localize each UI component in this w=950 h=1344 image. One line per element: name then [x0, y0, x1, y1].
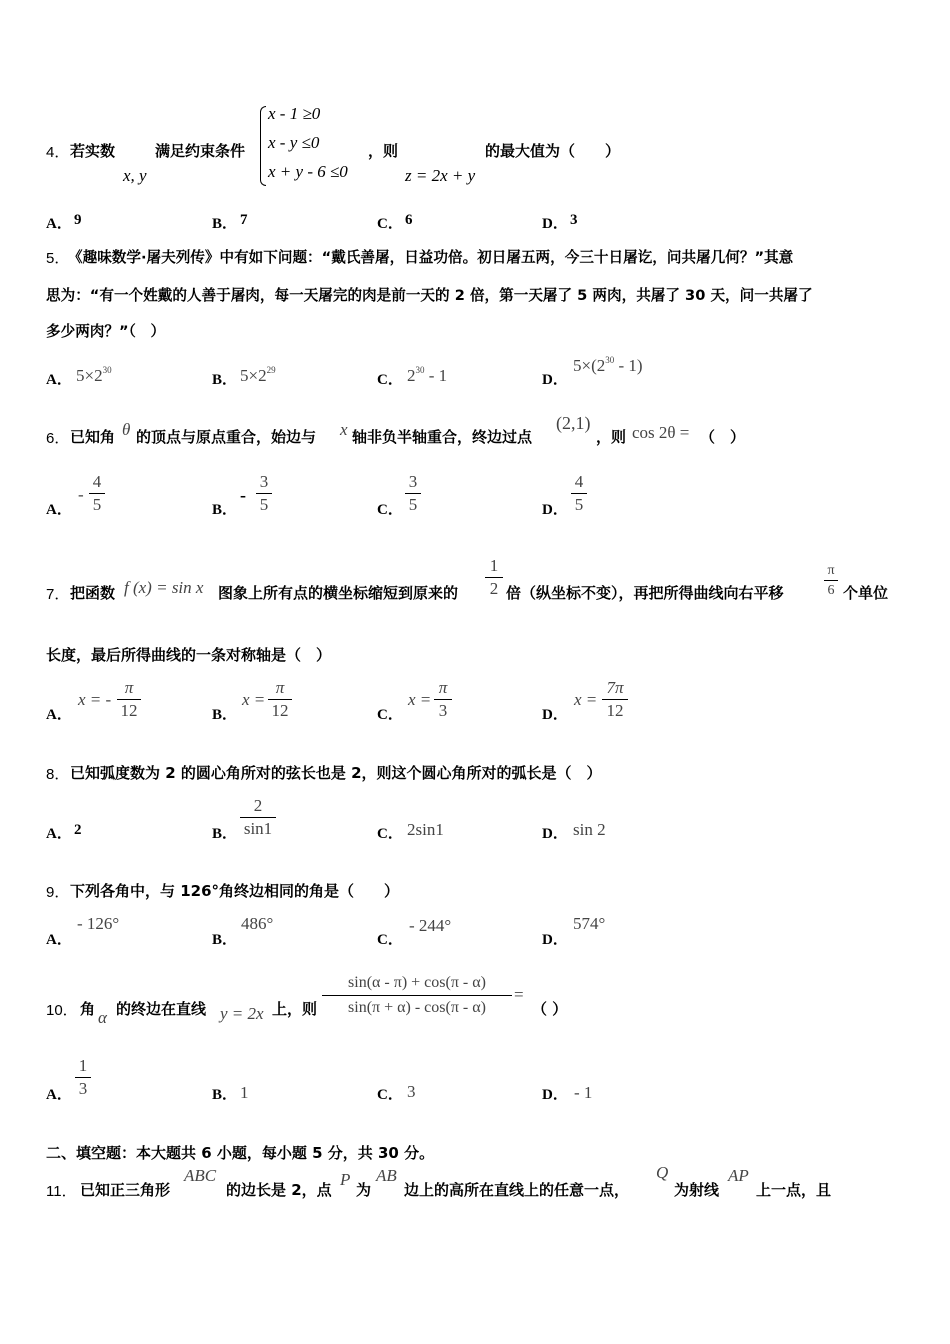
- q11-number: 11．: [46, 1183, 77, 1200]
- q11-text-6: 上一点，且: [756, 1181, 832, 1199]
- q6-theta: θ: [122, 420, 131, 439]
- q7-option-a-label: A．: [46, 707, 72, 723]
- q7-shift-fraction: π 6: [824, 562, 838, 599]
- q11-text-5: 为射线: [674, 1181, 720, 1199]
- q10-option-b-label: B．: [212, 1087, 238, 1103]
- q11-triangle: ABC: [184, 1166, 217, 1185]
- q5-line-1: 《趣味数学·屠夫列传》中有如下问题：“戴氏善屠，日益功倍。初日屠五两，今三十日屠讫，问共屠几何？”其意: [68, 249, 794, 266]
- q10-option-b: 1: [240, 1083, 249, 1102]
- q5-line-2: 思为：“有一个姓戴的人善于屠肉，每一天屠完的肉是前一天的 2 倍，第一天屠了 5 两肉，共屠了 30 天，问一共屠了: [46, 287, 813, 304]
- q4-text-4: 的最大值为（ ）: [485, 142, 621, 160]
- q6-option-b-fraction: 3 5: [256, 472, 272, 515]
- q10-text-4: （ ）: [532, 1000, 568, 1018]
- q6-option-d-label: D．: [542, 502, 568, 518]
- q4-option-a-label: A．: [46, 216, 72, 232]
- q6-option-c-fraction: 3 5: [405, 472, 421, 515]
- q4-option-d-label: D．: [542, 216, 568, 232]
- q4-option-c: 6: [405, 212, 413, 228]
- q6-x-axis: x: [340, 420, 348, 439]
- q10-expression-fraction: sin(α - π) + cos(π - α) sin(π + α) - cos(π - α): [322, 972, 512, 1019]
- q8-option-d: sin 2: [573, 820, 606, 839]
- q4-text-1: 若实数: [70, 142, 116, 160]
- q6-text-4: ，则: [596, 428, 627, 446]
- q5-option-a-label: A．: [46, 372, 72, 388]
- q4-option-b-label: B．: [212, 216, 238, 232]
- q10-option-c-label: C．: [377, 1087, 403, 1103]
- q5-option-c-label: C．: [377, 372, 403, 388]
- q9-number: 9．: [46, 884, 70, 901]
- q7-line-2: 长度，最后所得曲线的一条对称轴是（ ）: [46, 646, 332, 664]
- q8-option-b-fraction: 2 sin1: [240, 796, 276, 839]
- q6-text-3: 轴非负半轴重合，终边过点: [352, 428, 533, 446]
- q6-point: (2,1): [556, 413, 591, 433]
- q8-option-d-label: D．: [542, 826, 568, 842]
- q7-option-c-prefix: x =: [408, 690, 432, 709]
- q6-option-a-sign: -: [78, 485, 84, 504]
- q10-text-1: 角: [80, 1000, 96, 1018]
- q7-text-1: 把函数: [70, 584, 116, 602]
- q9-option-c: - 244°: [409, 916, 452, 935]
- q5-option-a: $5\times 2^{30}$: [76, 365, 112, 385]
- q5-option-d-label: D．: [542, 372, 568, 388]
- q9-option-d-label: D．: [542, 932, 568, 948]
- q9-option-a: - 126°: [77, 914, 120, 933]
- q4-constraint-3: x + y - 6 ≤0: [268, 162, 348, 181]
- q10-alpha: α: [98, 1008, 107, 1027]
- q11-point-p: P: [340, 1170, 351, 1189]
- q7-option-c-fraction: π 3: [434, 678, 452, 721]
- q9-option-b: 486°: [241, 914, 274, 933]
- q5-option-c: $2^{30} - 1$: [407, 365, 448, 385]
- q11-text-2: 的边长是 2，点: [226, 1181, 332, 1199]
- q6-text-1: 已知角: [70, 428, 116, 446]
- q4-option-b: 7: [240, 212, 248, 228]
- q6-option-a-label: A．: [46, 502, 72, 518]
- q5-option-d: $5\times(2^{30} - 1)$: [573, 355, 643, 375]
- q8-option-c: 2sin1: [407, 820, 444, 839]
- section-2-heading: 二、填空题：本大题共 6 小题，每小题 5 分，共 30 分。: [46, 1144, 435, 1162]
- q4-option-a: 9: [74, 212, 82, 228]
- q10-option-d: - 1: [574, 1083, 593, 1102]
- q11-text-3: 为: [356, 1181, 372, 1199]
- q7-option-d-prefix: x =: [574, 690, 598, 709]
- q10-option-d-label: D．: [542, 1087, 568, 1103]
- q7-option-c-label: C．: [377, 707, 403, 723]
- q6-option-b-label: B．: [212, 502, 238, 518]
- q7-text-4: 个单位: [843, 584, 889, 602]
- q11-ray-ap: AP: [728, 1166, 749, 1185]
- q5-option-b: $5\times 2^{29}$: [240, 365, 276, 385]
- q7-option-d-label: D．: [542, 707, 568, 723]
- q11-side-ab: AB: [376, 1166, 397, 1185]
- q7-half-fraction: 1 2: [485, 556, 503, 599]
- q4-option-d: 3: [570, 212, 578, 228]
- q5-number: 5．: [46, 250, 70, 267]
- q4-option-c-label: C．: [377, 216, 403, 232]
- q6-expression: cos 2θ =: [632, 423, 690, 442]
- q4-text-3: ，则: [368, 142, 399, 160]
- q11-point-q: Q: [656, 1163, 669, 1182]
- q6-text-5: （ ）: [700, 428, 746, 446]
- q6-option-c-label: C．: [377, 502, 403, 518]
- q11-text-4: 边上的高所在直线上的任意一点，: [404, 1181, 630, 1199]
- q10-line: y = 2x: [220, 1004, 264, 1023]
- q4-constraint-2: x - y ≤0: [268, 133, 320, 152]
- q5-option-b-label: B．: [212, 372, 238, 388]
- q7-option-b-prefix: x =: [242, 690, 266, 709]
- q10-text-2: 的终边在直线: [116, 1000, 207, 1018]
- q4-objective: z = 2x + y: [405, 166, 476, 185]
- q8-option-c-label: C．: [377, 826, 403, 842]
- q10-option-c: 3: [407, 1082, 416, 1101]
- q7-option-a-prefix: x = -: [78, 690, 112, 709]
- q4-text-2: 满足约束条件: [155, 142, 246, 160]
- q8-option-a: 2: [74, 822, 82, 838]
- q4-vars: x, y: [123, 166, 147, 185]
- q10-number: 10．: [46, 1002, 78, 1019]
- q8-option-b-label: B．: [212, 826, 238, 842]
- q6-number: 6．: [46, 430, 70, 447]
- q10-option-a-fraction: 1 3: [75, 1056, 91, 1099]
- q7-text-3: 倍（纵坐标不变），再把所得曲线向右平移: [506, 584, 784, 602]
- q6-option-b-sign: -: [240, 485, 246, 505]
- q7-option-a-fraction: π 12: [117, 678, 141, 721]
- q7-text-2: 图象上所有点的横坐标缩短到原来的: [218, 584, 459, 602]
- q9-option-d: 574°: [573, 914, 606, 933]
- q6-option-a-fraction: 4 5: [89, 472, 105, 515]
- q8-option-a-label: A．: [46, 826, 72, 842]
- q10-equals: =: [514, 985, 524, 1004]
- q9-text: 下列各角中，与 126°角终边相同的角是（ ）: [70, 882, 400, 900]
- q7-option-d-fraction: 7π 12: [602, 678, 628, 721]
- q6-option-d-fraction: 4 5: [571, 472, 587, 515]
- q9-option-b-label: B．: [212, 932, 238, 948]
- q5-line-3: 多少两肉？”（ ）: [46, 323, 166, 340]
- q7-option-b-label: B．: [212, 707, 238, 723]
- q9-option-a-label: A．: [46, 932, 72, 948]
- q7-option-b-fraction: π 12: [268, 678, 292, 721]
- q7-number: 7．: [46, 586, 70, 603]
- q4-constraint-1: x - 1 ≥0: [268, 104, 321, 123]
- q8-text: 已知弧度数为 2 的圆心角所对的弦长也是 2，则这个圆心角所对的弧长是（ ）: [70, 764, 602, 782]
- q8-number: 8．: [46, 766, 70, 783]
- q7-function: f (x) = sin x: [124, 578, 204, 597]
- q11-text-1: 已知正三角形: [80, 1181, 171, 1199]
- q9-option-c-label: C．: [377, 932, 403, 948]
- q10-text-3: 上，则: [272, 1000, 318, 1018]
- q4-system-brace: [260, 106, 266, 186]
- q10-option-a-label: A．: [46, 1087, 72, 1103]
- q4-number: 4．: [46, 144, 70, 161]
- q6-text-2: 的顶点与原点重合，始边与: [136, 428, 317, 446]
